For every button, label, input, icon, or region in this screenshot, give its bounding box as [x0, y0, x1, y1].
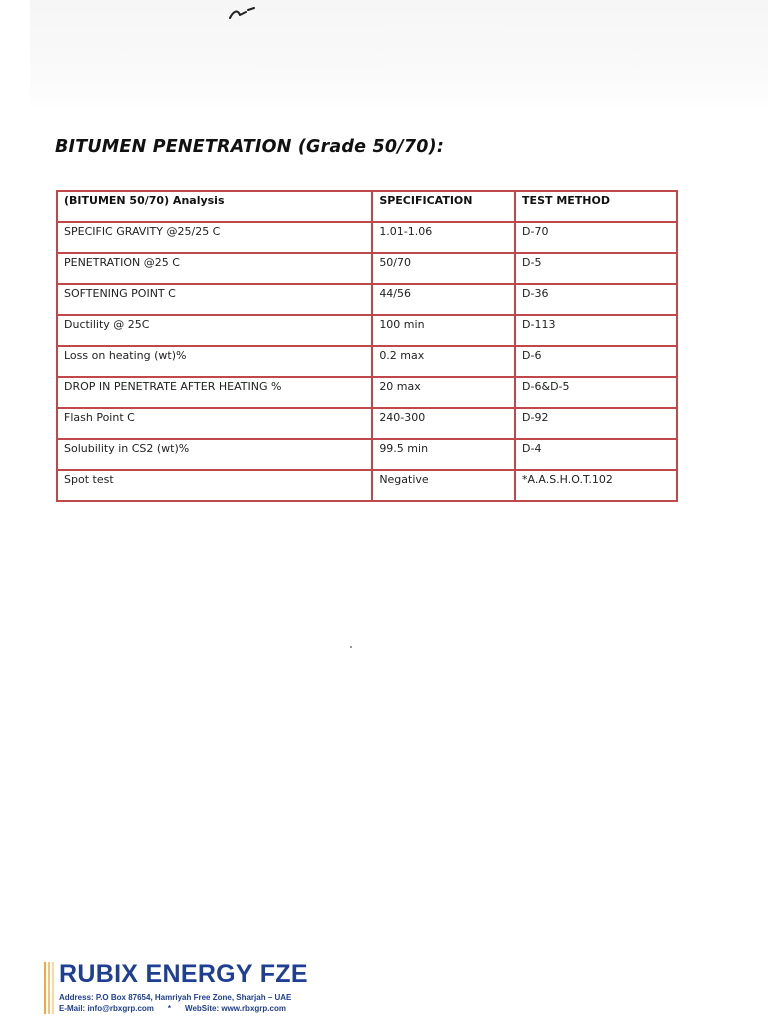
company-footer [44, 962, 364, 1018]
analysis-cell: Flash Point C [57, 408, 372, 439]
specification-cell: 44/56 [372, 284, 515, 315]
contact-separator: * [167, 1004, 172, 1013]
table-row [57, 377, 677, 408]
specification-cell: Negative [372, 470, 515, 501]
test-method-cell: D-4 [515, 439, 677, 470]
table-row [57, 315, 677, 346]
header-scan-area [30, 0, 768, 112]
page-title: BITUMEN PENETRATION (Grade 50/70): [55, 137, 445, 157]
company-name: RUBIX ENERGY FZE [59, 960, 308, 988]
analysis-cell: SPECIFIC GRAVITY @25/25 C [57, 222, 372, 253]
table-row [57, 439, 677, 470]
header-specification: SPECIFICATION [372, 191, 515, 222]
table-row [57, 408, 677, 439]
specification-cell: 1.01-1.06 [372, 222, 515, 253]
test-method-cell: *A.A.S.H.O.T.102 [515, 470, 677, 501]
analysis-table [56, 190, 678, 502]
email-link[interactable]: E-Mail: info@rbxgrp.com [59, 1004, 154, 1013]
company-address: Address: P.O Box 87654, Hamriyah Free Zone, Sharjah – UAE [59, 993, 292, 1002]
test-method-cell: D-6&D-5 [515, 377, 677, 408]
table-row [57, 470, 677, 501]
table-row [57, 346, 677, 377]
analysis-cell: Spot test [57, 470, 372, 501]
header-analysis: (BITUMEN 50/70) Analysis [57, 191, 372, 222]
analysis-cell: Loss on heating (wt)% [57, 346, 372, 377]
test-method-cell: D-6 [515, 346, 677, 377]
specification-cell: 100 min [372, 315, 515, 346]
table-row [57, 253, 677, 284]
analysis-cell: SOFTENING POINT C [57, 284, 372, 315]
specification-cell: 240-300 [372, 408, 515, 439]
pen-mark-icon [228, 6, 258, 20]
analysis-cell: Solubility in CS2 (wt)% [57, 439, 372, 470]
test-method-cell: D-36 [515, 284, 677, 315]
test-method-cell: D-92 [515, 408, 677, 439]
test-method-cell: D-5 [515, 253, 677, 284]
specification-cell: 0.2 max [372, 346, 515, 377]
test-method-cell: D-70 [515, 222, 677, 253]
table-header-row [57, 191, 677, 222]
specification-cell: 50/70 [372, 253, 515, 284]
test-method-cell: D-113 [515, 315, 677, 346]
company-contact [59, 1004, 286, 1013]
analysis-cell: DROP IN PENETRATE AFTER HEATING % [57, 377, 372, 408]
analysis-cell: Ductility @ 25C [57, 315, 372, 346]
specification-cell: 99.5 min [372, 439, 515, 470]
header-test-method: TEST METHOD [515, 191, 677, 222]
scan-speck [350, 646, 352, 648]
specification-cell: 20 max [372, 377, 515, 408]
analysis-cell: PENETRATION @25 C [57, 253, 372, 284]
website-link[interactable]: WebSite: www.rbxgrp.com [185, 1004, 286, 1013]
table-row [57, 284, 677, 315]
footer-accent-bars [44, 962, 54, 1014]
table-row [57, 222, 677, 253]
